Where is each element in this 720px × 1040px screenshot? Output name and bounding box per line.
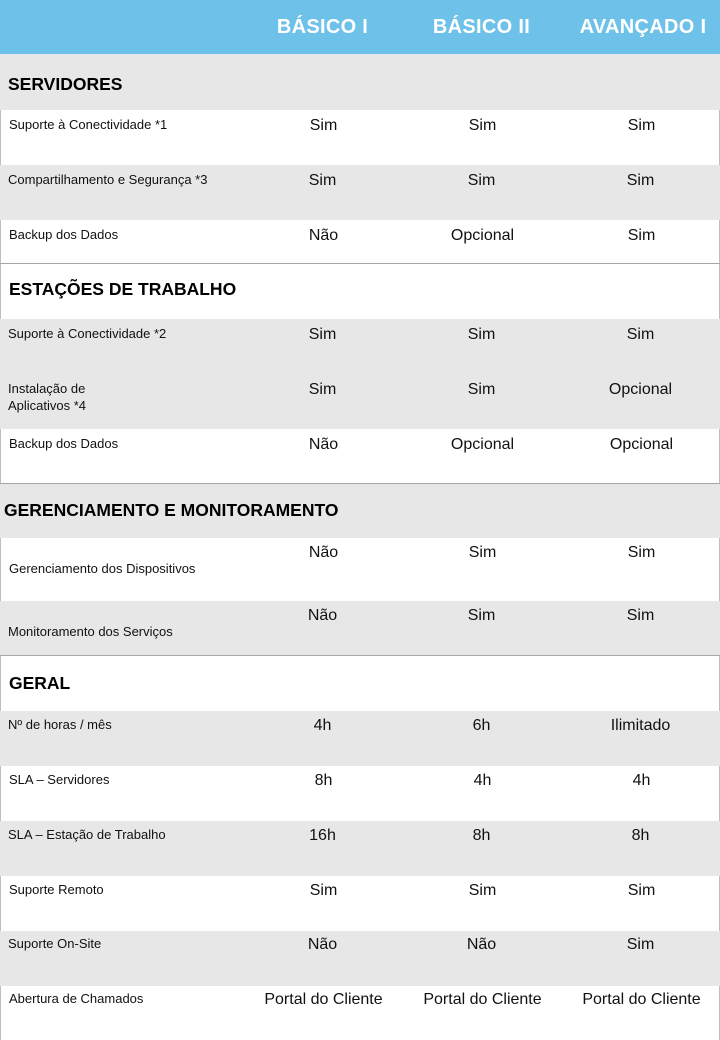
row-label: Suporte à Conectividade *1 — [9, 117, 168, 132]
cell-avancado-1: Portal do Cliente — [582, 991, 701, 1008]
cell-basico-2: Não — [466, 936, 497, 953]
cell-avancado-1: Sim — [627, 227, 656, 244]
row-label: Backup dos Dados — [9, 436, 119, 451]
table-row — [0, 931, 720, 986]
table-row — [0, 766, 720, 821]
row-label: Compartilhamento e Segurança *3 — [8, 172, 208, 187]
cell-basico-2: Sim — [467, 607, 496, 624]
cell-basico-1: 4h — [313, 717, 332, 734]
table-row — [0, 110, 720, 165]
cell-avancado-1: 8h — [631, 827, 650, 844]
row-label: Suporte à Conectividade *2 — [8, 326, 167, 341]
cell-basico-2: Sim — [468, 882, 497, 899]
cell-basico-1: Não — [308, 436, 339, 453]
cell-basico-2: Sim — [468, 117, 497, 134]
cell-avancado-1: Sim — [626, 172, 655, 189]
row-label: SLA – Estação de Trabalho — [8, 827, 166, 842]
cell-basico-1: Sim — [308, 381, 337, 398]
cell-avancado-1: Sim — [627, 882, 656, 899]
cell-basico-2: 4h — [473, 772, 492, 789]
cell-basico-1: 16h — [309, 827, 336, 844]
cell-avancado-1: Sim — [627, 544, 656, 561]
table-row — [0, 374, 720, 429]
table-row — [0, 538, 720, 601]
cell-basico-2: Sim — [467, 381, 496, 398]
section-gerenciamento — [0, 484, 720, 538]
row-label: Suporte Remoto — [9, 882, 104, 897]
cell-basico-1: 8h — [314, 772, 333, 789]
cell-basico-2: Opcional — [450, 436, 515, 453]
cell-avancado-1: Sim — [626, 607, 655, 624]
row-label: Suporte On-Site — [8, 936, 102, 951]
plan-header — [0, 0, 720, 54]
row-label: SLA – Servidores — [9, 772, 110, 787]
cell-basico-2: Portal do Cliente — [423, 991, 542, 1008]
table-row — [0, 165, 720, 220]
table-row — [0, 876, 720, 931]
cell-basico-1: Sim — [308, 326, 337, 343]
cell-avancado-1: Opcional — [609, 436, 674, 453]
table-row — [0, 601, 720, 656]
cell-basico-1: Não — [308, 227, 339, 244]
cell-basico-1: Não — [308, 544, 339, 561]
section-title: ESTAÇÕES DE TRABALHO — [9, 279, 237, 299]
row-label: Gerenciamento dos Dispositivos — [9, 561, 196, 576]
table-row — [0, 986, 720, 1040]
cell-basico-2: Sim — [468, 544, 497, 561]
row-label: Abertura de Chamados — [9, 991, 144, 1006]
row-label: Nº de horas / mês — [8, 717, 112, 732]
cell-avancado-1: Sim — [627, 117, 656, 134]
section-title: SERVIDORES — [8, 74, 123, 94]
cell-avancado-1: Sim — [626, 936, 655, 953]
cell-avancado-1: Opcional — [608, 381, 673, 398]
section-servidores — [0, 54, 720, 110]
cell-basico-2: Sim — [467, 172, 496, 189]
section-estacoes — [0, 264, 720, 319]
table-row — [0, 821, 720, 876]
table-row — [0, 429, 720, 484]
table-row — [0, 319, 720, 374]
cell-basico-1: Não — [307, 936, 338, 953]
cell-basico-1: Sim — [309, 882, 338, 899]
section-geral — [0, 656, 720, 711]
row-label: Monitoramento dos Serviços — [8, 624, 173, 639]
cell-basico-1: Portal do Cliente — [264, 991, 383, 1008]
cell-basico-2: Opcional — [450, 227, 515, 244]
cell-basico-2: 8h — [472, 827, 491, 844]
table-row — [0, 711, 720, 766]
plan-basico-1: BÁSICO I — [276, 15, 369, 38]
row-label: Instalação de Aplicativos *4 — [8, 381, 87, 413]
section-title: GERENCIAMENTO E MONITORAMENTO — [4, 500, 339, 520]
cell-avancado-1: 4h — [632, 772, 651, 789]
table-row — [0, 220, 720, 264]
cell-basico-2: Sim — [467, 326, 496, 343]
row-label: Backup dos Dados — [9, 227, 119, 242]
cell-basico-2: 6h — [472, 717, 491, 734]
cell-basico-1: Sim — [309, 117, 338, 134]
plan-avancado-1: AVANÇADO I — [579, 15, 707, 38]
cell-avancado-1: Ilimitado — [610, 717, 671, 734]
section-title: GERAL — [9, 673, 71, 693]
cell-basico-1: Não — [307, 607, 338, 624]
cell-avancado-1: Sim — [626, 326, 655, 343]
cell-basico-1: Sim — [308, 172, 337, 189]
plan-basico-2: BÁSICO II — [432, 15, 531, 38]
